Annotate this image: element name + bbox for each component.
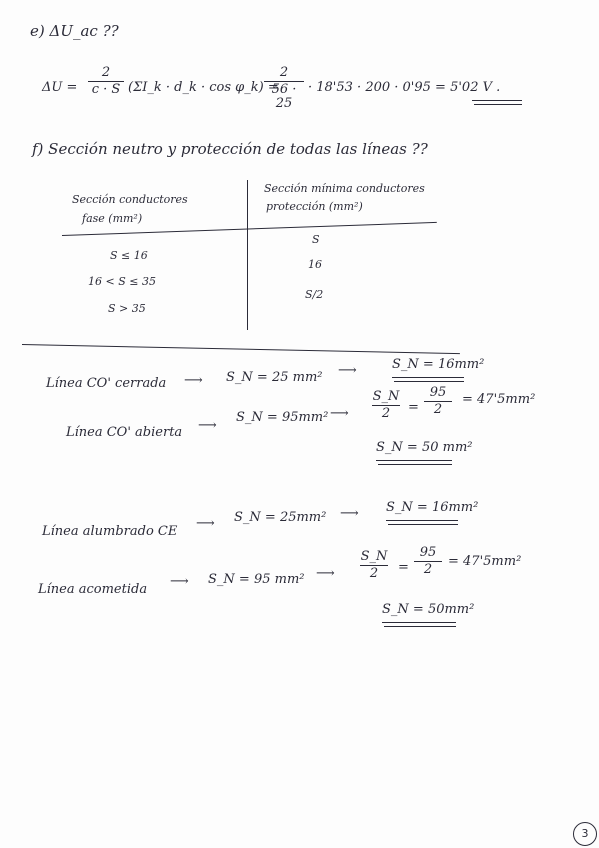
part-f-heading: f) Sección neutro y protección de todas las líneas ?? [32, 140, 428, 158]
line-abierta-label: Línea CO' abierta [66, 425, 183, 440]
fraction-sn-over-2 [360, 550, 388, 581]
line-acometida-final: S_N = 50mm² [382, 602, 475, 617]
fraction-numerator: S_N [360, 549, 388, 564]
line-cerrada-result: S_N = 16mm² [392, 357, 485, 372]
result-underline [378, 464, 452, 465]
line-alumbrado-label: Línea alumbrado CE [42, 524, 178, 539]
arrow-icon: ⟶ [184, 373, 203, 388]
line-acometida-sn: S_N = 95 mm² [208, 572, 305, 587]
result-underline [384, 626, 456, 627]
result-underline [474, 104, 522, 105]
line-abierta-final: S_N = 50 mm² [376, 440, 473, 455]
table-row-3-right: S/2 [305, 288, 324, 301]
formula-lhs: ΔU = [42, 80, 78, 95]
result-underline [472, 100, 522, 101]
arrow-icon: ⟶ [198, 418, 217, 433]
arrow-icon: ⟶ [338, 363, 357, 378]
fraction-2-over-56-25 [264, 66, 304, 111]
fraction-numerator: 95 [429, 385, 447, 400]
fraction-2-over-cs [88, 66, 124, 97]
page-number: 3 [573, 822, 597, 846]
fraction-numerator: S_N [372, 389, 400, 404]
table-row-1-right: S [312, 233, 320, 246]
table-row-2-left: 16 < S ≤ 35 [88, 275, 156, 288]
table-col1-header-line1: Sección conductores [72, 193, 188, 206]
table-col1-header-line2: fase (mm²) [82, 212, 143, 225]
formula-parenthesis: (ΣI_k · d_k · cos φ_k) = [128, 80, 279, 95]
table-column-divider [247, 180, 248, 330]
arrow-icon: ⟶ [170, 574, 189, 589]
result-underline [388, 524, 458, 525]
line-cerrada-sn: S_N = 25 mm² [226, 370, 323, 385]
result-underline [382, 622, 456, 623]
fraction-numerator: 2 [101, 65, 111, 80]
line-abierta-value: = 47'5mm² [462, 392, 536, 407]
arrow-icon: ⟶ [316, 566, 335, 581]
line-alumbrado-result: S_N = 16mm² [386, 500, 479, 515]
table-col2-header-line1: Sección mínima conductores [264, 182, 425, 195]
arrow-icon: ⟶ [330, 406, 349, 421]
fraction-sn-over-2 [372, 390, 400, 421]
table-row-2-right: 16 [308, 258, 322, 271]
result-underline [386, 520, 458, 521]
line-alumbrado-sn: S_N = 25mm² [234, 510, 327, 525]
line-cerrada-label: Línea CO' cerrada [46, 376, 167, 391]
section-divider-line [22, 344, 460, 354]
part-e-heading: e) ΔU_ac ?? [30, 22, 119, 40]
arrow-icon: ⟶ [196, 516, 215, 531]
table-row-1-left: S ≤ 16 [110, 249, 148, 262]
fraction-numerator: 2 [279, 65, 289, 80]
equals-sign: = [408, 400, 419, 415]
fraction-denominator: 56 · 25 [271, 82, 297, 111]
fraction-95-over-2 [424, 386, 452, 417]
fraction-numerator: 95 [419, 545, 437, 560]
result-underline [376, 460, 452, 461]
line-acometida-value: = 47'5mm² [448, 554, 522, 569]
formula-rhs: · 18'53 · 200 · 0'95 = 5'02 V . [308, 80, 501, 95]
line-acometida-label: Línea acometida [38, 582, 148, 597]
fraction-denominator: 2 [369, 566, 379, 581]
fraction-denominator: 2 [433, 402, 443, 417]
table-row-3-left: S > 35 [108, 302, 146, 315]
line-abierta-sn: S_N = 95mm² [236, 410, 329, 425]
arrow-icon: ⟶ [340, 506, 359, 521]
fraction-denominator: 2 [381, 406, 391, 421]
fraction-denominator: 2 [423, 562, 433, 577]
fraction-95-over-2 [414, 546, 442, 577]
result-underline [392, 377, 464, 378]
fraction-denominator: c · S [91, 82, 121, 97]
result-underline [394, 381, 464, 382]
table-col2-header-line2: protección (mm²) [266, 200, 363, 213]
equals-sign: = [398, 560, 409, 575]
